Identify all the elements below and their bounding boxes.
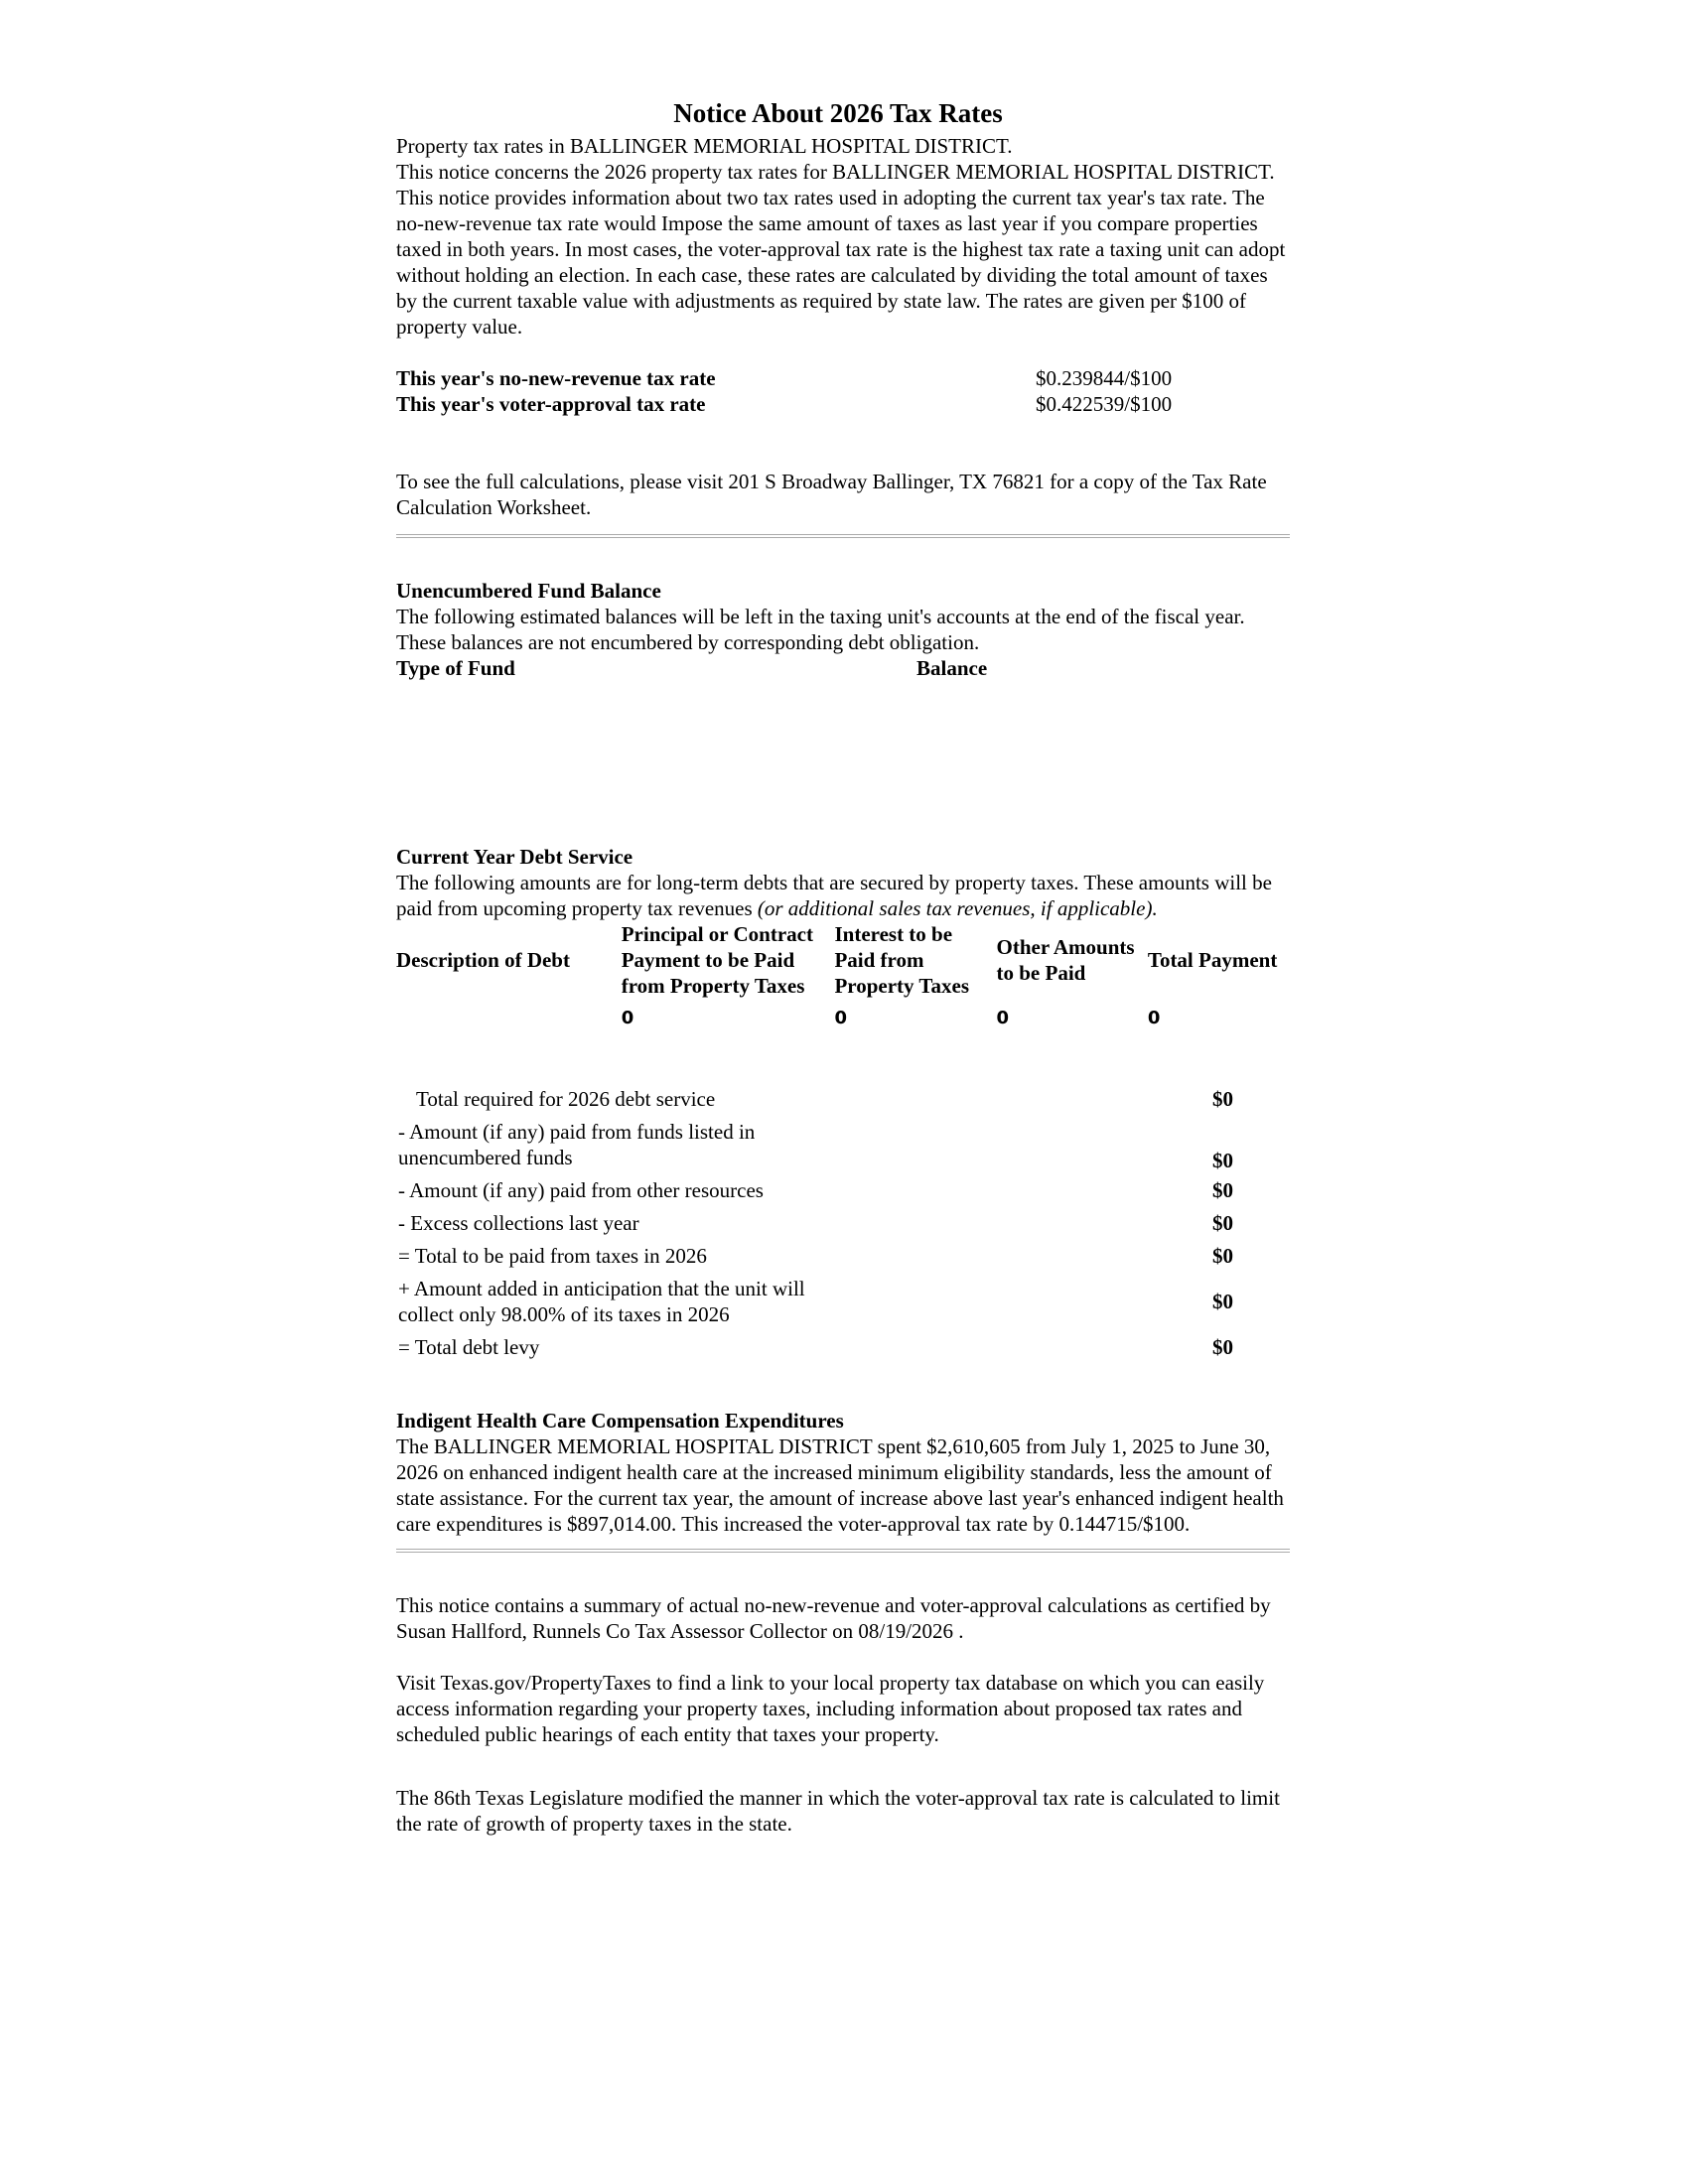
col-principal: Principal or Contract Payment to be Paid from Property Taxes [621,922,813,998]
summary-row [396,1173,1272,1207]
legislature-notice: The 86th Texas Legislature modified the manner in which the voter-approval tax rate is calculated to limit the rate of growth of property taxes in the state. [396,1786,1280,1836]
rates-block [396,365,1290,417]
debt-text-main: The following amounts are for long-term debts that are secured by property taxes. These amounts will be paid from upcoming property tax revenues [396,871,1272,920]
summary-label: = Total debt levy [398,1335,540,1359]
tax-rate-notice [396,97,1290,1837]
summary-amount: $0 [1212,1178,1233,1202]
summary-label: + Amount added in anticipation that the unit will collect only 98.00% of its taxes in 2026 [398,1277,805,1326]
unencumbered-text: The following estimated balances will be left in the taxing unit's accounts at the end of the fiscal year. These balances are not encumbered by corresponding debt obligation. [396,605,1245,654]
summary-amount: $0 [1212,1087,1233,1111]
summary-row [396,1082,1272,1116]
summary-label: - Amount (if any) paid from other resources [398,1178,764,1202]
summary-amount: $0 [1212,1290,1233,1313]
summary-label: - Excess collections last year [398,1211,639,1235]
col-total: Total Payment [1147,948,1278,972]
rate-row-voter-approval [396,391,1290,417]
rate-value: $0.239844/$100 [1036,366,1173,390]
debt-principal: 0 [621,1008,634,1028]
col-balance: Balance [916,656,988,680]
summary-amount: $0 [1212,1149,1233,1172]
indigent-text: The BALLINGER MEMORIAL HOSPITAL DISTRICT spent $2,610,605 from July 1, 2025 to June 30, 2026 on enhanced indigent health care at the increased minimum eligibility standards, less the amount of state assistance. For the current tax year, the amount of increase above last year's enhanced indigent health care expenditures is $897,014.00. This increased the voter-approval tax rate by 0.144715/$100. [396,1434,1284,1536]
summary-row [396,1207,1272,1239]
summary-label: = Total to be paid from taxes in 2026 [398,1244,707,1268]
summary-row [396,1239,1272,1273]
summary-label: - Amount (if any) paid from funds listed in unencumbered funds [398,1120,756,1169]
summary-row [396,1116,1272,1173]
summary-amount: $0 [1212,1211,1233,1235]
indigent-heading: Indigent Health Care Compensation Expenditures [396,1409,844,1433]
debt-text [396,870,1290,921]
debt-summary-table [396,1082,1272,1364]
rate-value: $0.422539/$100 [1036,392,1173,416]
debt-table-header [396,921,1290,999]
debt-description [396,999,622,1038]
debt-table [396,921,1290,1038]
col-description: Description of Debt [396,948,570,972]
page-title: Notice About 2026 Tax Rates [673,98,1003,128]
debt-row [396,999,1290,1038]
rate-label: This year's no-new-revenue tax rate [396,366,716,390]
summary-row [396,1273,1272,1330]
debt-other: 0 [996,1008,1010,1028]
col-type-of-fund: Type of Fund [396,656,515,680]
col-interest: Interest to be Paid from Property Taxes [834,922,969,998]
debt-interest: 0 [834,1008,847,1028]
col-other: Other Amounts to be Paid [996,935,1135,985]
summary-row [396,1330,1272,1364]
calculation-notice: To see the full calculations, please visit 201 S Broadway Ballinger, TX 76821 for a copy of the Tax Rate Calculation Worksheet. [396,470,1267,519]
summary-amount: $0 [1212,1244,1233,1268]
rate-row-no-new-revenue [396,365,1290,391]
debt-text-italic: (or additional sales tax revenues, if applicable). [757,896,1158,920]
visit-notice: Visit Texas.gov/PropertyTaxes to find a link to your local property tax database on which you can easily access information regarding your property taxes, including information about proposed tax rates and scheduled public hearings of each entity that taxes your property. [396,1671,1265,1746]
summary-label: Total required for 2026 debt service [416,1087,716,1111]
debt-heading: Current Year Debt Service [396,845,633,869]
intro-paragraph: This notice concerns the 2026 property tax rates for BALLINGER MEMORIAL HOSPITAL DISTRICT. This notice provides information about two tax rates used in adopting the current tax year's tax rate. The no-new-revenue tax rate would Impose the same amount of taxes as last year if you compare properties taxed in both years. In most cases, the voter-approval tax rate is the highest tax rate a taxing unit can adopt without holding an election. In each case, these rates are calculated by dividing the total amount of taxes by the current taxable value with adjustments as required by state law. The rates are given per $100 of property value. [396,160,1286,339]
fund-table-header [396,655,1290,681]
debt-total: 0 [1147,1008,1161,1028]
rate-label: This year's voter-approval tax rate [396,392,706,416]
summary-amount: $0 [1212,1335,1233,1359]
intro-line: Property tax rates in BALLINGER MEMORIAL HOSPITAL DISTRICT. [396,134,1013,158]
unencumbered-heading: Unencumbered Fund Balance [396,579,661,603]
certified-notice: This notice contains a summary of actual no-new-revenue and voter-approval calculations as certified by Susan Hallford, Runnels Co Tax Assessor Collector on 08/19/2026 . [396,1593,1271,1643]
